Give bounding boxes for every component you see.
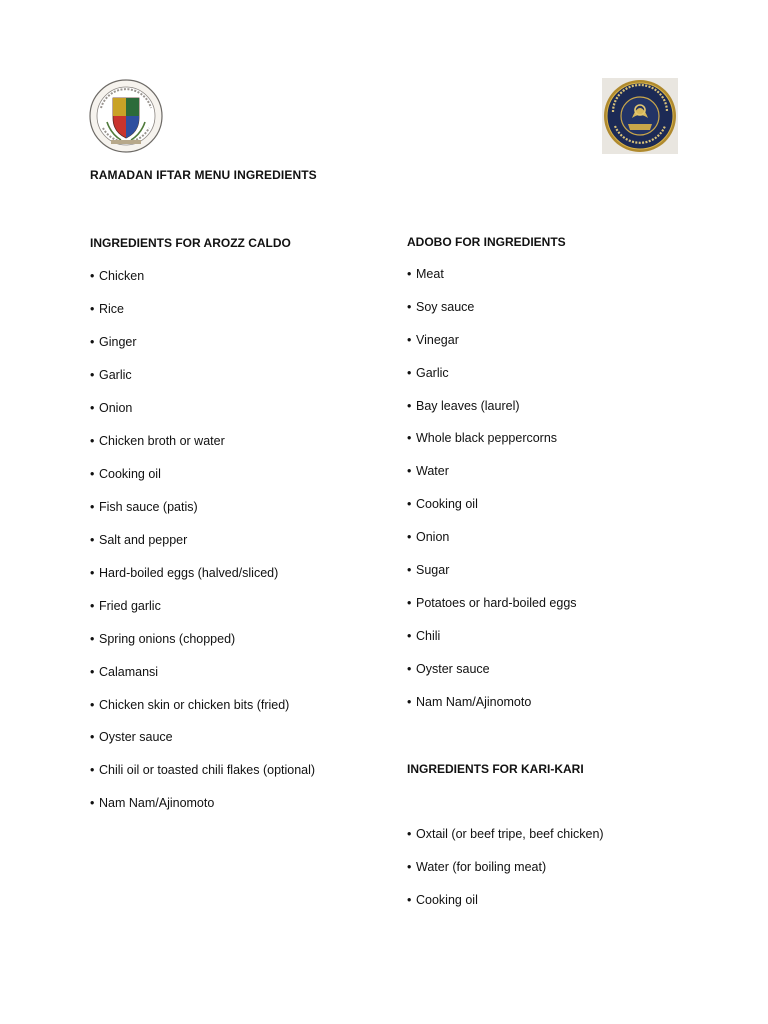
list-item: • Cooking oil <box>90 467 161 481</box>
list-item: • Hard-boiled eggs (halved/sliced) <box>90 566 279 580</box>
list-item: • Cooking oil <box>407 497 478 511</box>
bullet-icon: • <box>90 665 95 679</box>
list-item: • Garlic <box>407 366 449 380</box>
bullet-icon: • <box>90 368 95 382</box>
list-item: • Onion <box>407 530 450 544</box>
bullet-icon: • <box>90 632 95 646</box>
bullet-icon: • <box>407 530 412 544</box>
list-item: • Sugar <box>407 563 450 577</box>
bullet-icon: • <box>407 267 412 281</box>
list-item: • Fried garlic <box>90 599 161 613</box>
bullet-icon: • <box>90 302 95 316</box>
bullet-icon: • <box>407 399 412 413</box>
bullet-icon: • <box>90 698 95 712</box>
list-item: • Chicken <box>90 269 145 283</box>
list-item: • Chili <box>407 629 441 643</box>
list-item: • Cooking oil <box>407 893 478 907</box>
list-item: • Spring onions (chopped) <box>90 632 236 646</box>
list-item: • Rice <box>90 302 125 316</box>
list-item: • Fish sauce (patis) <box>90 500 198 514</box>
bullet-icon: • <box>90 434 95 448</box>
kari-kari-heading: INGREDIENTS FOR KARI-KARI <box>407 762 584 776</box>
document-title: RAMADAN IFTAR MENU INGREDIENTS <box>90 168 317 182</box>
bullet-icon: • <box>407 366 412 380</box>
bullet-icon: • <box>407 893 412 907</box>
list-item: • Nam Nam/Ajinomoto <box>90 796 215 810</box>
bullet-icon: • <box>407 300 412 314</box>
bullet-icon: • <box>90 566 95 580</box>
bullet-icon: • <box>90 335 95 349</box>
list-item: • Salt and pepper <box>90 533 188 547</box>
bullet-icon: • <box>407 563 412 577</box>
bullet-icon: • <box>90 763 95 777</box>
list-item: • Water <box>407 464 449 478</box>
bullet-icon: • <box>407 629 412 643</box>
college-seal-logo <box>89 78 163 154</box>
bullet-icon: • <box>407 827 412 841</box>
list-item: • Oyster sauce <box>90 730 173 744</box>
list-item: • Water (for boiling meat) <box>407 860 547 874</box>
list-item: • Bay leaves (laurel) <box>407 399 520 413</box>
bullet-icon: • <box>90 500 95 514</box>
adobo-heading: ADOBO FOR INGREDIENTS <box>407 235 566 249</box>
list-item: • Oyster sauce <box>407 662 490 676</box>
list-item: • Meat <box>407 267 444 281</box>
list-item: • Onion <box>90 401 133 415</box>
list-item: • Oxtail (or beef tripe, beef chicken) <box>407 827 604 841</box>
list-item: • Whole black peppercorns <box>407 431 558 445</box>
list-item: • Potatoes or hard-boiled eggs <box>407 596 577 610</box>
bullet-icon: • <box>90 796 95 810</box>
list-item: • Chicken skin or chicken bits (fried) <box>90 698 290 712</box>
list-item: • Garlic <box>90 368 132 382</box>
bullet-icon: • <box>407 431 412 445</box>
bullet-icon: • <box>407 333 412 347</box>
list-item: • Vinegar <box>407 333 459 347</box>
list-item: • Nam Nam/Ajinomoto <box>407 695 532 709</box>
bullet-icon: • <box>407 860 412 874</box>
bullet-icon: • <box>90 269 95 283</box>
bullet-icon: • <box>407 464 412 478</box>
bullet-icon: • <box>90 467 95 481</box>
bullet-icon: • <box>407 695 412 709</box>
list-item: • Ginger <box>90 335 137 349</box>
bullet-icon: • <box>90 599 95 613</box>
list-item: • Calamansi <box>90 665 159 679</box>
bullet-icon: • <box>90 533 95 547</box>
student-organization-seal-logo <box>602 78 678 154</box>
bullet-icon: • <box>90 401 95 415</box>
arozz-caldo-heading: INGREDIENTS FOR AROZZ CALDO <box>90 236 291 250</box>
bullet-icon: • <box>90 730 95 744</box>
bullet-icon: • <box>407 596 412 610</box>
bullet-icon: • <box>407 497 412 511</box>
bullet-icon: • <box>407 662 412 676</box>
list-item: • Chili oil or toasted chili flakes (optional) <box>90 763 316 777</box>
list-item: • Chicken broth or water <box>90 434 225 448</box>
list-item: • Soy sauce <box>407 300 475 314</box>
